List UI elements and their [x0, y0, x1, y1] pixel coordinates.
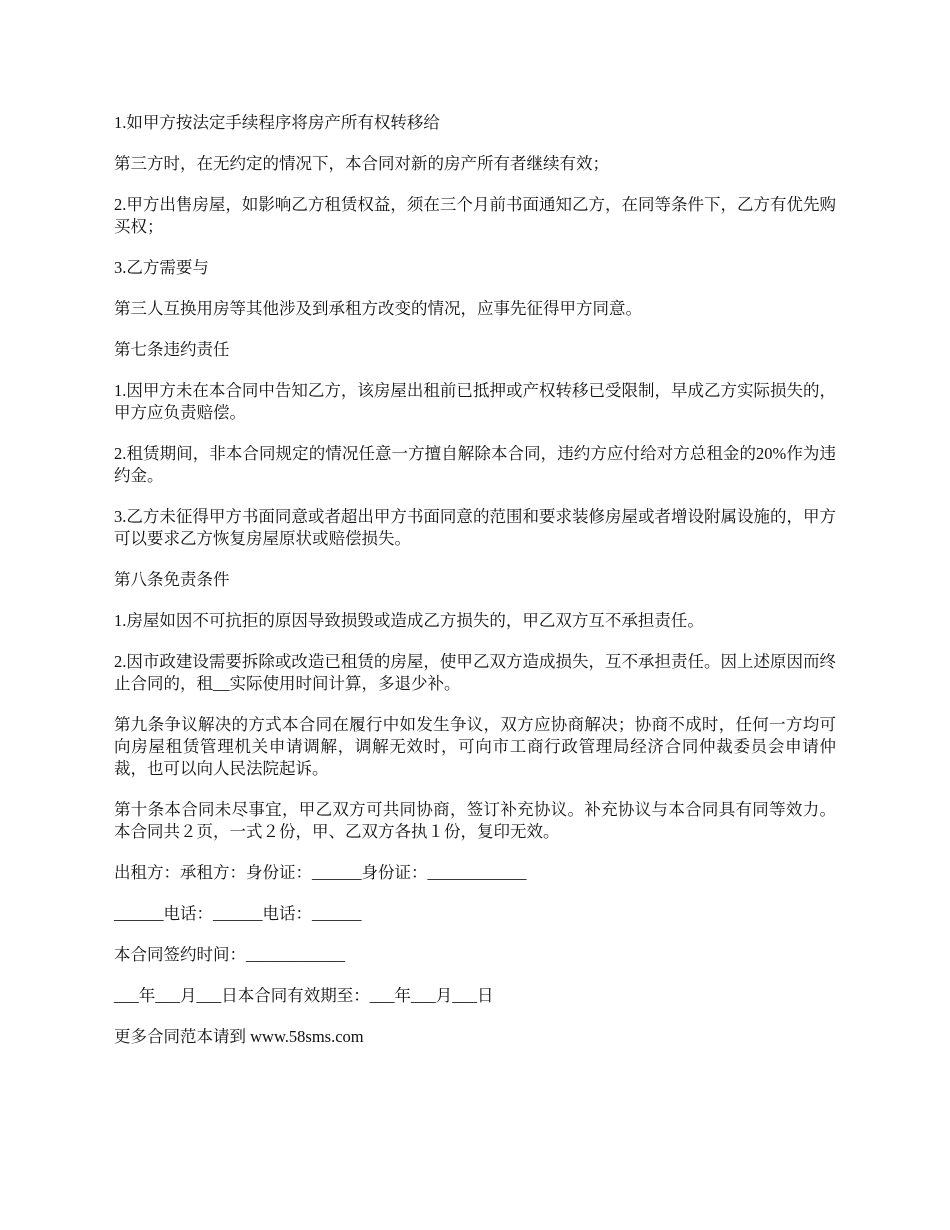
paragraph-article-9: 第九条争议解决的方式本合同在履行中如发生争议，双方应协商解决；协商不成时，任何一方均可向房屋租赁管理机关申请调解，调解无效时，可向市工商行政管理局经济合同仲裁委员会申请仲裁，也可以向人民法院起诉。	[114, 715, 836, 778]
paragraph-third-party-validity: 第三方时，在无约定的情况下，本合同对新的房产所有者继续有效；	[114, 154, 609, 173]
signing-date-line: 本合同签约时间：____________	[114, 945, 345, 964]
paragraph-article-7-item-1: 1.因甲方未在本合同中告知乙方，该房屋出租前已抵押或产权转移已受限制，早成乙方实际损失的，甲方应负责赔偿。	[114, 381, 836, 422]
paragraph-exchange-consent: 第三人互换用房等其他涉及到承租方改变的情况，应事先征得甲方同意。	[114, 299, 642, 318]
paragraph-article-10: 第十条本合同未尽事宜，甲乙双方可共同协商，签订补充协议。补充协议与本合同具有同等效力。本合同共２页，一式２份，甲、乙双方各执１份，复印无效。	[114, 800, 836, 841]
section-heading-article-7: 第七条违约责任	[114, 340, 230, 359]
paragraph-article-7-item-3: 3.乙方未征得甲方书面同意或者超出甲方书面同意的范围和要求装修房屋或者增设附属设施的，甲方可以要求乙方恢复房屋原状或赔偿损失。	[114, 507, 836, 548]
signature-id-line: 出租方：承租方：身份证：______身份证：____________	[114, 863, 527, 882]
paragraph-article-8-item-2: 2.因市政建设需要拆除或改造已租赁的房屋，使甲乙双方造成损失，互不承担责任。因上述原因而终止合同的，租__实际使用时间计算，多退少补。	[114, 652, 836, 693]
signature-phone-line: ______电话：______电话：______	[114, 904, 362, 923]
footer-website-note: 更多合同范本请到 www.58sms.com	[114, 1027, 364, 1046]
paragraph-sale-notice: 2.甲方出售房屋，如影响乙方租赁权益，须在三个月前书面通知乙方，在同等条件下，乙方有优先购买权；	[114, 195, 836, 236]
section-heading-article-8: 第八条免责条件	[114, 570, 230, 589]
validity-period-line: ___年___月___日本合同有效期至：___年___月___日	[114, 986, 494, 1005]
document-body	[114, 112, 836, 1067]
paragraph-ownership-transfer: 1.如甲方按法定手续程序将房产所有权转移给	[114, 113, 440, 132]
paragraph-article-7-item-2: 2.租赁期间，非本合同规定的情况任意一方擅自解除本合同，违约方应付给对方总租金的20%作为违约金。	[114, 444, 836, 485]
paragraph-exchange-intro: 3.乙方需要与	[114, 258, 209, 277]
paragraph-article-8-item-1: 1.房屋如因不可抗拒的原因导致损毁或造成乙方损失的，甲乙双方互不承担责任。	[114, 611, 704, 630]
